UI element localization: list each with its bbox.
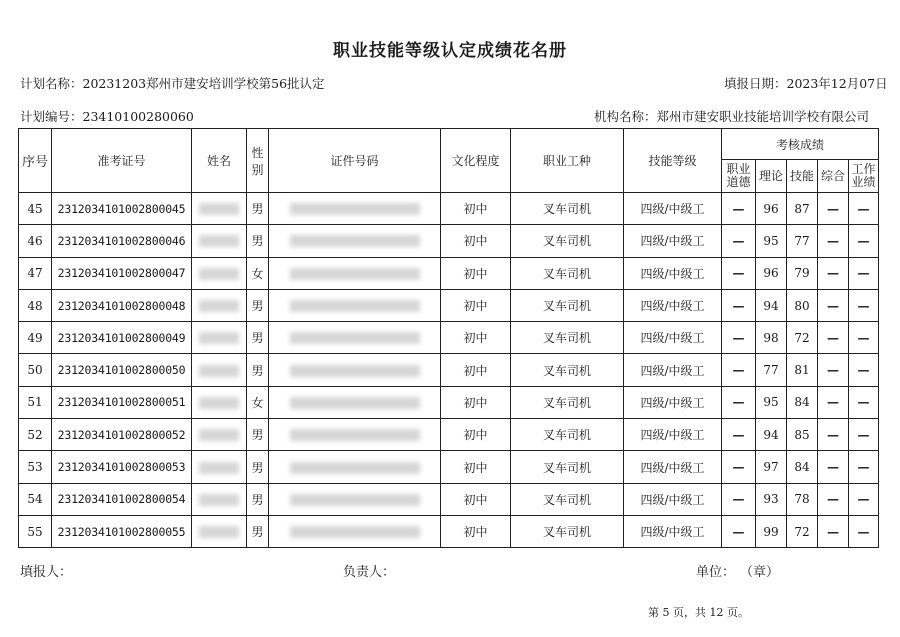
cell-comprehensive <box>818 515 849 547</box>
cell-skill: 72 <box>787 515 818 547</box>
cell-skill: 84 <box>787 451 818 483</box>
cell-seq: 50 <box>19 354 52 386</box>
cell-name-redacted <box>192 419 247 451</box>
cell-theory: 99 <box>756 515 787 547</box>
cell-work-performance <box>849 483 879 515</box>
cell-work-performance <box>849 419 879 451</box>
cell-education: 初中 <box>441 354 511 386</box>
dash-mark: — <box>732 427 745 442</box>
dash-mark: — <box>732 233 745 248</box>
seal-label: （章） <box>740 565 780 580</box>
dash-mark: — <box>857 460 870 475</box>
cell-seq: 48 <box>19 289 52 321</box>
redaction-blur <box>199 235 239 247</box>
cell-skill: 77 <box>787 225 818 257</box>
redaction-blur <box>290 397 420 409</box>
plan-name: 计划名称：20231203郑州市建安培训学校第56批认定 <box>20 76 325 91</box>
cell-seq: 53 <box>19 451 52 483</box>
cell-gender: 男 <box>247 451 269 483</box>
cell-name-redacted <box>192 193 247 225</box>
cell-comprehensive <box>818 419 849 451</box>
redaction-blur <box>290 526 420 538</box>
cell-exam-no: 2312034101002800052 <box>52 419 192 451</box>
redaction-blur <box>199 203 239 215</box>
cell-gender: 女 <box>247 257 269 289</box>
cell-work-performance <box>849 289 879 321</box>
cell-comprehensive <box>818 225 849 257</box>
header-occupation: 职业工种 <box>511 129 624 193</box>
cell-name-redacted <box>192 386 247 418</box>
plan-number: 计划编号：23410100280060 <box>20 109 194 124</box>
cell-occupation: 叉车司机 <box>511 354 624 386</box>
cell-ethics <box>722 257 756 289</box>
dash-mark: — <box>732 363 745 378</box>
cell-id-redacted <box>269 515 441 547</box>
header-name: 姓名 <box>192 129 247 193</box>
cell-id-redacted <box>269 257 441 289</box>
cell-seq: 49 <box>19 322 52 354</box>
redaction-blur <box>290 300 420 312</box>
cell-occupation: 叉车司机 <box>511 483 624 515</box>
cell-occupation: 叉车司机 <box>511 257 624 289</box>
cell-level: 四级/中级工 <box>624 483 722 515</box>
roster-body <box>19 193 879 548</box>
cell-ethics <box>722 419 756 451</box>
dash-mark: — <box>857 363 870 378</box>
cell-education: 初中 <box>441 322 511 354</box>
table-row <box>19 193 879 225</box>
redaction-blur <box>290 365 420 377</box>
cell-level: 四级/中级工 <box>624 419 722 451</box>
cell-education: 初中 <box>441 289 511 321</box>
cell-ethics <box>722 451 756 483</box>
header-skill: 技能 <box>787 160 818 193</box>
cell-level: 四级/中级工 <box>624 257 722 289</box>
dash-mark: — <box>732 266 745 281</box>
cell-exam-no: 2312034101002800054 <box>52 483 192 515</box>
redaction-blur <box>290 429 420 441</box>
cell-name-redacted <box>192 451 247 483</box>
cell-work-performance <box>849 451 879 483</box>
cell-gender: 女 <box>247 386 269 418</box>
cell-education: 初中 <box>441 483 511 515</box>
dash-mark: — <box>827 266 839 281</box>
cell-education: 初中 <box>441 515 511 547</box>
cell-seq: 52 <box>19 419 52 451</box>
cell-work-performance <box>849 257 879 289</box>
dash-mark: — <box>857 427 870 442</box>
redaction-blur <box>199 332 239 344</box>
dash-mark: — <box>857 330 870 345</box>
header-education: 文化程度 <box>441 129 511 193</box>
cell-exam-no: 2312034101002800053 <box>52 451 192 483</box>
cell-level: 四级/中级工 <box>624 386 722 418</box>
table-row <box>19 419 879 451</box>
redaction-blur <box>290 332 420 344</box>
cell-level: 四级/中级工 <box>624 322 722 354</box>
cell-comprehensive <box>818 289 849 321</box>
cell-skill: 79 <box>787 257 818 289</box>
cell-exam-no: 2312034101002800046 <box>52 225 192 257</box>
cell-work-performance <box>849 322 879 354</box>
redaction-blur <box>199 526 239 538</box>
header-gender: 性别 <box>247 129 269 193</box>
cell-ethics <box>722 193 756 225</box>
cell-theory: 98 <box>756 322 787 354</box>
cell-name-redacted <box>192 257 247 289</box>
cell-theory: 93 <box>756 483 787 515</box>
header-ethics: 职业道德 <box>722 160 756 193</box>
cell-comprehensive <box>818 386 849 418</box>
cell-seq: 47 <box>19 257 52 289</box>
dash-mark: — <box>857 298 870 313</box>
table-row <box>19 483 879 515</box>
redaction-blur <box>199 365 239 377</box>
cell-gender: 男 <box>247 515 269 547</box>
dash-mark: — <box>857 201 870 216</box>
redaction-blur <box>290 235 420 247</box>
cell-theory: 97 <box>756 451 787 483</box>
dash-mark: — <box>827 363 839 378</box>
cell-gender: 男 <box>247 225 269 257</box>
cell-skill: 85 <box>787 419 818 451</box>
table-row <box>19 322 879 354</box>
cell-comprehensive <box>818 451 849 483</box>
dash-mark: — <box>827 395 839 410</box>
cell-work-performance <box>849 354 879 386</box>
cell-comprehensive <box>818 354 849 386</box>
cell-theory: 96 <box>756 257 787 289</box>
redaction-blur <box>199 300 239 312</box>
header-scores: 考核成绩 <box>722 129 879 160</box>
cell-id-redacted <box>269 419 441 451</box>
dash-mark: — <box>827 427 839 442</box>
table-row <box>19 515 879 547</box>
cell-education: 初中 <box>441 386 511 418</box>
dash-mark: — <box>732 524 745 539</box>
cell-exam-no: 2312034101002800051 <box>52 386 192 418</box>
redaction-blur <box>290 203 420 215</box>
cell-occupation: 叉车司机 <box>511 289 624 321</box>
cell-exam-no: 2312034101002800048 <box>52 289 192 321</box>
cell-gender: 男 <box>247 289 269 321</box>
cell-occupation: 叉车司机 <box>511 451 624 483</box>
header-level: 技能等级 <box>624 129 722 193</box>
dash-mark: — <box>857 266 870 281</box>
cell-education: 初中 <box>441 225 511 257</box>
document-title: 职业技能等级认定成绩花名册 <box>333 41 567 61</box>
redaction-blur <box>199 397 239 409</box>
page-indicator: 第 5 页，共 12 页。 <box>648 606 749 619</box>
table-row <box>19 289 879 321</box>
dash-mark: — <box>827 330 839 345</box>
cell-name-redacted <box>192 289 247 321</box>
cell-work-performance <box>849 225 879 257</box>
redaction-blur <box>290 462 420 474</box>
dash-mark: — <box>857 233 870 248</box>
cell-gender: 男 <box>247 419 269 451</box>
cell-level: 四级/中级工 <box>624 289 722 321</box>
cell-gender: 男 <box>247 354 269 386</box>
cell-id-redacted <box>269 193 441 225</box>
cell-theory: 95 <box>756 225 787 257</box>
cell-gender: 男 <box>247 483 269 515</box>
fill-date: 填报日期：2023年12月07日 <box>724 76 888 91</box>
organization-name: 机构名称：郑州市建安职业技能培训学校有限公司 <box>594 109 870 124</box>
cell-name-redacted <box>192 225 247 257</box>
cell-name-redacted <box>192 483 247 515</box>
dash-mark: — <box>857 492 870 507</box>
cell-education: 初中 <box>441 419 511 451</box>
cell-seq: 46 <box>19 225 52 257</box>
cell-education: 初中 <box>441 451 511 483</box>
table-row <box>19 257 879 289</box>
header-id-no: 证件号码 <box>269 129 441 193</box>
redaction-blur <box>290 268 420 280</box>
cell-theory: 94 <box>756 419 787 451</box>
redaction-blur <box>199 268 239 280</box>
cell-exam-no: 2312034101002800047 <box>52 257 192 289</box>
cell-id-redacted <box>269 451 441 483</box>
cell-occupation: 叉车司机 <box>511 386 624 418</box>
dash-mark: — <box>732 298 745 313</box>
cell-gender: 男 <box>247 193 269 225</box>
dash-mark: — <box>732 395 745 410</box>
cell-education: 初中 <box>441 257 511 289</box>
cell-exam-no: 2312034101002800045 <box>52 193 192 225</box>
cell-skill: 72 <box>787 322 818 354</box>
cell-occupation: 叉车司机 <box>511 419 624 451</box>
cell-level: 四级/中级工 <box>624 354 722 386</box>
unit-label: 单位： <box>696 565 736 580</box>
dash-mark: — <box>827 492 839 507</box>
cell-seq: 51 <box>19 386 52 418</box>
table-row <box>19 451 879 483</box>
cell-exam-no: 2312034101002800049 <box>52 322 192 354</box>
cell-occupation: 叉车司机 <box>511 225 624 257</box>
score-roster-table <box>18 128 879 548</box>
table-row <box>19 386 879 418</box>
cell-id-redacted <box>269 354 441 386</box>
cell-theory: 94 <box>756 289 787 321</box>
cell-level: 四级/中级工 <box>624 225 722 257</box>
dash-mark: — <box>827 233 839 248</box>
cell-comprehensive <box>818 193 849 225</box>
cell-ethics <box>722 483 756 515</box>
cell-id-redacted <box>269 322 441 354</box>
redaction-blur <box>290 494 420 506</box>
dash-mark: — <box>827 524 839 539</box>
owner-label: 负责人： <box>343 565 396 580</box>
dash-mark: — <box>732 330 745 345</box>
cell-comprehensive <box>818 483 849 515</box>
dash-mark: — <box>732 201 745 216</box>
header-seq: 序号 <box>19 129 52 193</box>
cell-work-performance <box>849 386 879 418</box>
cell-skill: 84 <box>787 386 818 418</box>
cell-education: 初中 <box>441 193 511 225</box>
cell-id-redacted <box>269 225 441 257</box>
cell-ethics <box>722 515 756 547</box>
cell-occupation: 叉车司机 <box>511 515 624 547</box>
redaction-blur <box>199 429 239 441</box>
cell-skill: 78 <box>787 483 818 515</box>
cell-occupation: 叉车司机 <box>511 193 624 225</box>
dash-mark: — <box>732 460 745 475</box>
header-theory: 理论 <box>756 160 787 193</box>
cell-id-redacted <box>269 289 441 321</box>
cell-gender: 男 <box>247 322 269 354</box>
dash-mark: — <box>732 492 745 507</box>
cell-id-redacted <box>269 483 441 515</box>
cell-seq: 54 <box>19 483 52 515</box>
table-row <box>19 354 879 386</box>
dash-mark: — <box>827 201 839 216</box>
cell-work-performance <box>849 193 879 225</box>
cell-skill: 87 <box>787 193 818 225</box>
cell-level: 四级/中级工 <box>624 515 722 547</box>
cell-comprehensive <box>818 322 849 354</box>
cell-skill: 81 <box>787 354 818 386</box>
cell-level: 四级/中级工 <box>624 451 722 483</box>
cell-ethics <box>722 225 756 257</box>
cell-theory: 77 <box>756 354 787 386</box>
cell-comprehensive <box>818 257 849 289</box>
dash-mark: — <box>827 298 839 313</box>
cell-level: 四级/中级工 <box>624 193 722 225</box>
dash-mark: — <box>827 460 839 475</box>
cell-exam-no: 2312034101002800050 <box>52 354 192 386</box>
cell-ethics <box>722 289 756 321</box>
header-work-performance: 工作业绩 <box>849 160 879 193</box>
cell-ethics <box>722 322 756 354</box>
cell-name-redacted <box>192 515 247 547</box>
dash-mark: — <box>857 395 870 410</box>
cell-theory: 95 <box>756 386 787 418</box>
redaction-blur <box>199 494 239 506</box>
cell-exam-no: 2312034101002800055 <box>52 515 192 547</box>
cell-id-redacted <box>269 386 441 418</box>
header-exam-no: 准考证号 <box>52 129 192 193</box>
cell-skill: 80 <box>787 289 818 321</box>
filler-label: 填报人： <box>20 565 73 580</box>
cell-seq: 45 <box>19 193 52 225</box>
cell-ethics <box>722 354 756 386</box>
cell-occupation: 叉车司机 <box>511 322 624 354</box>
redaction-blur <box>199 462 239 474</box>
cell-seq: 55 <box>19 515 52 547</box>
header-comprehensive: 综合 <box>818 160 849 193</box>
cell-work-performance <box>849 515 879 547</box>
dash-mark: — <box>857 524 870 539</box>
cell-theory: 96 <box>756 193 787 225</box>
table-row <box>19 225 879 257</box>
cell-ethics <box>722 386 756 418</box>
cell-name-redacted <box>192 354 247 386</box>
cell-name-redacted <box>192 322 247 354</box>
